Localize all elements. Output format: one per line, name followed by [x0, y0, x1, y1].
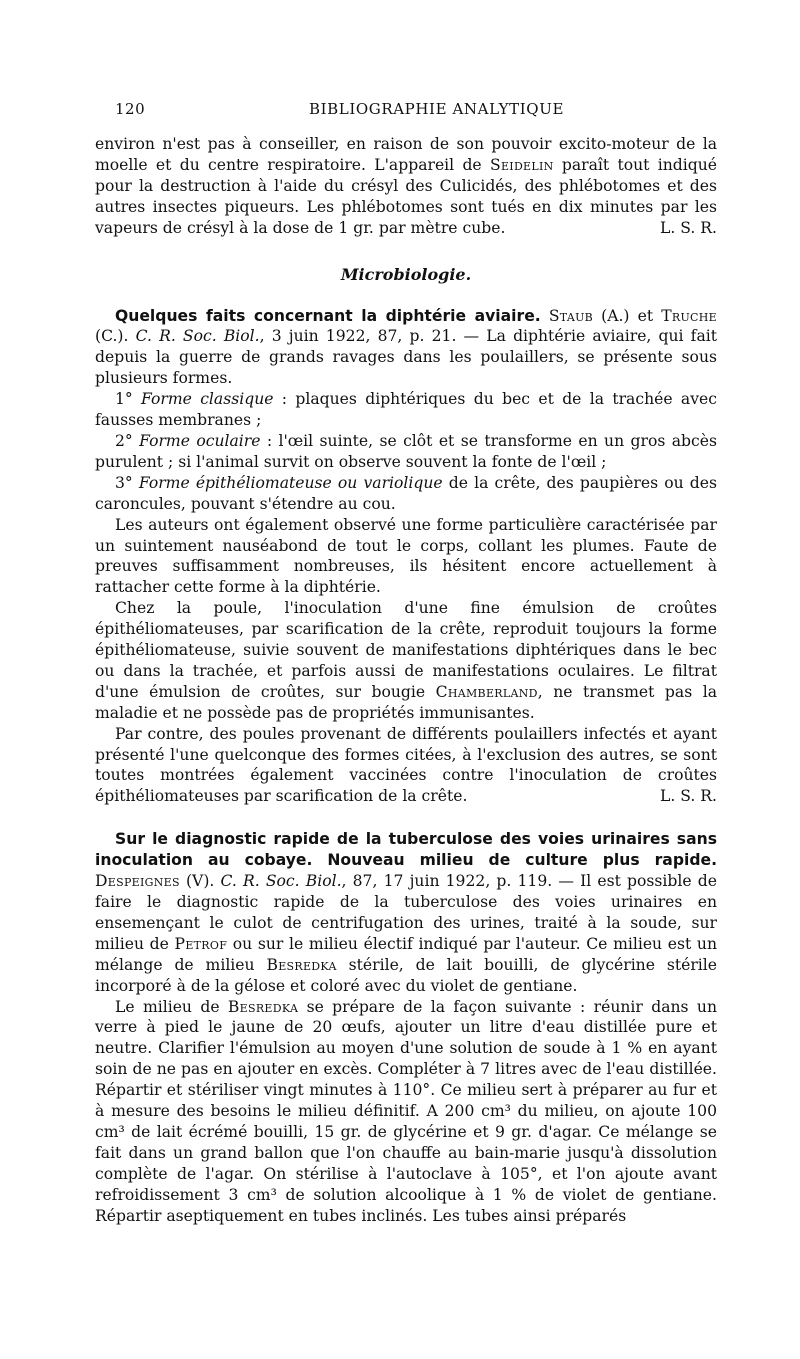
form-number: 2° [115, 431, 140, 450]
form-item-3 [95, 473, 717, 515]
form-name: Forme classique [141, 390, 274, 409]
author-initials: (V). [179, 872, 221, 891]
article2-title: Sur le diagnostic rapide de la tuberculose des voies urinaires sans inoculation au cobaye. Nouveau milieu de culture plus rapide. [95, 830, 717, 870]
form-item-1 [95, 389, 717, 431]
author-initials: (A.) et [593, 306, 662, 325]
author-name: Despeignes [95, 872, 180, 891]
author-name: Staub [548, 306, 594, 325]
journal-name: C. R. Soc. Biol. [135, 327, 260, 346]
article2-citation [95, 829, 717, 996]
intro-text-part1: environ n'est pas à conseiller, en raison de son pouvoir excito-moteur de la moelle et du centre respiratoire. L'appareil de [95, 135, 717, 174]
author-name: Besredka [227, 997, 299, 1016]
journal-name: C. R. Soc. Biol. [220, 872, 342, 891]
running-header [95, 100, 717, 124]
section-heading: Microbiologie. [340, 264, 472, 284]
form-item-2 [95, 431, 717, 473]
author-initials: (C.). [95, 327, 136, 346]
form-name: Forme épithéliomateuse ou variolique [138, 473, 443, 492]
paragraph-text: Chez la poule, l'inoculation d'une fine émulsion de croûtes épithéliomateuses, par scarification de la crête, reproduit toujours la forme épithéliomateuse, suivie souvent de manifestations diphtériques dans le bec ou dans la trachée, et parfois aussi de manifestations oculaires. Le filtrat d'une émulsion de croûtes, sur bougie [95, 599, 717, 701]
page-number: 120 [115, 100, 146, 118]
form-name: Forme oculaire [139, 431, 261, 450]
running-title: BIBLIOGRAPHIE ANALYTIQUE [309, 100, 564, 118]
author-name: Chamberland [435, 682, 538, 701]
citation-text: , 3 juin 1922, 87, p. 21. — La diphtérie aviaire, qui fait depuis la guerre de grands ravages dans les poulaillers, se présente sous plusieurs formes. [95, 327, 717, 388]
body-paragraph [95, 598, 717, 723]
intro-text-part2: paraît tout indiqué pour la destruction à l'aide du crésyl des Culicidés, des phlébotomes et des autres insectes piqueurs. Les phlébotomes sont tués en dix minutes par les vapeurs de crésyl à la dose de 1 gr. par mètre cube. [95, 155, 717, 237]
citation-text: ou sur le milieu électif indiqué par l'auteur. Ce milieu est un mélange de milieu [95, 934, 717, 974]
article-separator [95, 807, 717, 829]
signature: L. S. R. [659, 787, 717, 806]
signature: L. S. R. [659, 218, 717, 237]
article1-title: Quelques faits concernant la diphtérie aviaire. [115, 306, 541, 325]
form-text: : l'œil suinte, se clôt et se transforme en un gros abcès purulent ; si l'animal survit on observe souvent la fonte de l'œil ; [95, 431, 717, 471]
form-text: : plaques diphtériques du bec et de la trachée avec fausses membranes ; [95, 390, 717, 430]
paragraph-text: se prépare de la façon suivante : réunir dans un verre à pied le jaune de 20 œufs, ajouter un litre d'eau distillée pure et neutre. Clarifier l'émulsion au moyen d'une solution de soude à 1 % en ayant soin de ne pas en ajouter en excès. Compléter à 7 litres avec de l'eau distillée. Répartir et stériliser vingt minutes à 110°. Ce milieu sert à préparer au fur et à mesure des besoins le milieu définitif. A 200 cm³ du milieu, on ajoute 100 cm³ de lait écrémé bouilli, 15 gr. de glycérine et 9 gr. d'agar. Ce mélange se fait dans un grand ballon que l'on chauffe au bain-marie jusqu'à dissolution complète de l'agar. On stérilise à l'autoclave à 105°, et l'on ajoute avant refroidissement 3 cm³ de solution alcoolique à 1 % de violet de gentiane. Répartir aseptiquement en tubes inclinés. Les tubes ainsi préparés [95, 997, 717, 1225]
paragraph-text: , ne transmet pas la maladie et ne possède pas de propriétés immunisantes. [95, 682, 718, 722]
form-number: 1° [115, 390, 142, 409]
body-paragraph [95, 724, 717, 808]
paragraph-text: Le milieu de [115, 997, 228, 1016]
citation-text: , 87, 17 juin 1922, p. 119. — Il est possible de faire le diagnostic rapide de la tuberculose des voies urinaires en ensemençant le culot de centrifugation des urines, traité à la soude, sur milieu de [95, 872, 717, 953]
form-number: 3° [115, 473, 139, 492]
author-name: Truche [661, 306, 717, 325]
intro-paragraph [95, 134, 717, 239]
article1-citation [95, 306, 717, 390]
author-name: Seidelin [489, 155, 554, 174]
body-paragraph [95, 997, 717, 1227]
author-name: Besredka [266, 955, 337, 974]
body-paragraph: Les auteurs ont également observé une forme particulière caractérisée par un suintement nauséabond de tout le corps, collant les plumes. Faute de preuves suffisamment nombreuses, ils hésitent encore actuellement à rattacher cette forme à la diphtérie. [95, 515, 717, 597]
citation-text: stérile, de lait bouilli, de glycérine stérile incorporé à de la gélose et coloré avec du violet de gentiane. [95, 955, 717, 995]
document-page [95, 100, 717, 1227]
form-text: de la crête, des paupières ou des caroncules, pouvant s'étendre au cou. [95, 473, 717, 513]
author-name: Petrof [174, 934, 228, 953]
paragraph-text: Par contre, des poules provenant de différents poulaillers infectés et ayant présenté l'une quelconque des formes citées, à l'exclusion des autres, se sont toutes montrées également vaccinées contre l'inoculation de croûtes épithéliomateuses par scarification de la crête. [95, 724, 717, 806]
